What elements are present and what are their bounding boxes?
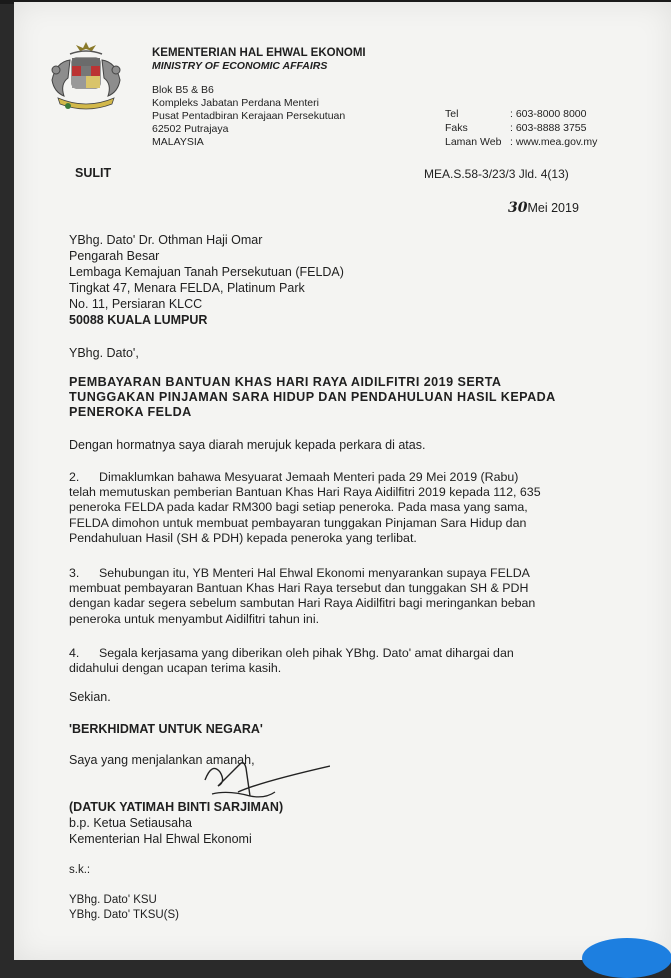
salutation: YBhg. Dato', xyxy=(69,346,139,360)
paragraph-line: Sehubungan itu, YB Menteri Hal Ehwal Ekonomi menyarankan supaya FELDA xyxy=(99,566,530,580)
address-line: Blok B5 & B6 xyxy=(152,84,214,96)
contact-value: : 603-8888 3755 xyxy=(510,122,587,134)
recipient-line: Lembaga Kemajuan Tanah Persekutuan (FELDA) xyxy=(69,265,344,279)
trust-line: Saya yang menjalankan amanah, xyxy=(69,753,255,767)
paragraph-line: dengan kadar segera sebelum sambutan Hari Raya Aidilfitri bagi meringankan beban xyxy=(69,596,536,611)
contact-label: Tel xyxy=(445,108,459,120)
paragraph-line: didahului dengan ucapan terima kasih. xyxy=(69,661,282,676)
letter-date xyxy=(508,200,579,216)
recipient-line: Pengarah Besar xyxy=(69,249,160,263)
address-line: 62502 Putrajaya xyxy=(152,123,229,135)
reference-number: MEA.S.58-3/23/3 Jld. 4(13) xyxy=(424,167,569,181)
recipient-city: 50088 KUALA LUMPUR xyxy=(69,313,208,327)
paragraph-line: peneroka FELDA pada kadar RM300 bagi setiap peneroka. Pada masa yang sama, xyxy=(69,500,528,515)
cc-recipient: YBhg. Dato' TKSU(S) xyxy=(69,909,179,921)
paragraph-2 xyxy=(69,470,589,546)
paragraph-line: Pendahuluan Hasil (SH & PDH) kepada peneroka yang terlibat. xyxy=(69,530,417,545)
ministry-name-ms: KEMENTERIAN HAL EHWAL EKONOMI xyxy=(152,47,366,59)
classification-label: SULIT xyxy=(75,166,112,180)
subject-line: TUNGGAKAN PINJAMAN SARA HIDUP DAN PENDAHULUAN HASIL KEPADA xyxy=(69,390,556,404)
subject-line: PENEROKA FELDA xyxy=(69,405,192,419)
paragraph-number: 4. xyxy=(69,646,80,660)
paragraph-line: membuat pembayaran Bantuan Khas Hari Raya tersebut dan tunggakan SH & PDH xyxy=(69,581,529,596)
blue-overlay-blob xyxy=(582,938,671,978)
signatory-organisation: Kementerian Hal Ehwal Ekonomi xyxy=(69,832,252,846)
letter-subject xyxy=(69,375,599,420)
date-month-year: Mei 2019 xyxy=(527,201,579,215)
paragraph-4 xyxy=(69,646,589,676)
contact-value: : 603-8000 8000 xyxy=(510,108,587,120)
signatory-name: (DATUK YATIMAH BINTI SARJIMAN) xyxy=(69,800,284,814)
contact-value: : www.mea.gov.my xyxy=(510,136,598,148)
recipient-line: Tingkat 47, Menara FELDA, Platinum Park xyxy=(69,281,305,295)
paragraph-line: Segala kerjasama yang diberikan oleh pihak YBhg. Dato' amat dihargai dan xyxy=(99,646,514,660)
malaysia-coat-of-arms-icon xyxy=(40,40,132,114)
handwritten-day: 30 xyxy=(508,200,528,216)
closing-word: Sekian. xyxy=(69,690,111,704)
recipient-line: YBhg. Dato' Dr. Othman Haji Omar xyxy=(69,233,263,247)
cc-label: s.k.: xyxy=(69,864,91,876)
paragraph-line: FELDA dimohon untuk membuat pembayaran tunggakan Pinjaman Sara Hidup dan xyxy=(69,515,527,530)
ministry-name-en: MINISTRY OF ECONOMIC AFFAIRS xyxy=(152,60,328,72)
recipient-line: No. 11, Persiaran KLCC xyxy=(69,297,203,311)
contact-label: Laman Web xyxy=(445,136,502,148)
address-line: MALAYSIA xyxy=(152,136,204,148)
cc-recipient: YBhg. Dato' KSU xyxy=(69,894,157,906)
address-line: Pusat Pentadbiran Kerajaan Persekutuan xyxy=(152,110,346,122)
signatory-title: b.p. Ketua Setiausaha xyxy=(69,816,193,830)
motto: 'BERKHIDMAT UNTUK NEGARA' xyxy=(69,722,263,736)
paragraph-number: 2. xyxy=(69,470,80,484)
paragraph-number: 3. xyxy=(69,566,80,580)
paragraph-line: peneroka untuk menyambut Aidilfitri tahun ini. xyxy=(69,611,320,626)
paragraph-3 xyxy=(69,566,589,627)
address-line: Kompleks Jabatan Perdana Menteri xyxy=(152,97,319,109)
subject-line: PEMBAYARAN BANTUAN KHAS HARI RAYA AIDILFITRI 2019 SERTA xyxy=(69,375,502,389)
opening-sentence: Dengan hormatnya saya diarah merujuk kepada perkara di atas. xyxy=(69,438,426,452)
contact-label: Faks xyxy=(445,122,468,134)
paragraph-line: telah memutuskan pemberian Bantuan Khas Hari Raya Aidilfitri 2019 kepada 112, 635 xyxy=(69,485,541,500)
paragraph-line: Dimaklumkan bahawa Mesyuarat Jemaah Menteri pada 29 Mei 2019 (Rabu) xyxy=(99,470,519,484)
